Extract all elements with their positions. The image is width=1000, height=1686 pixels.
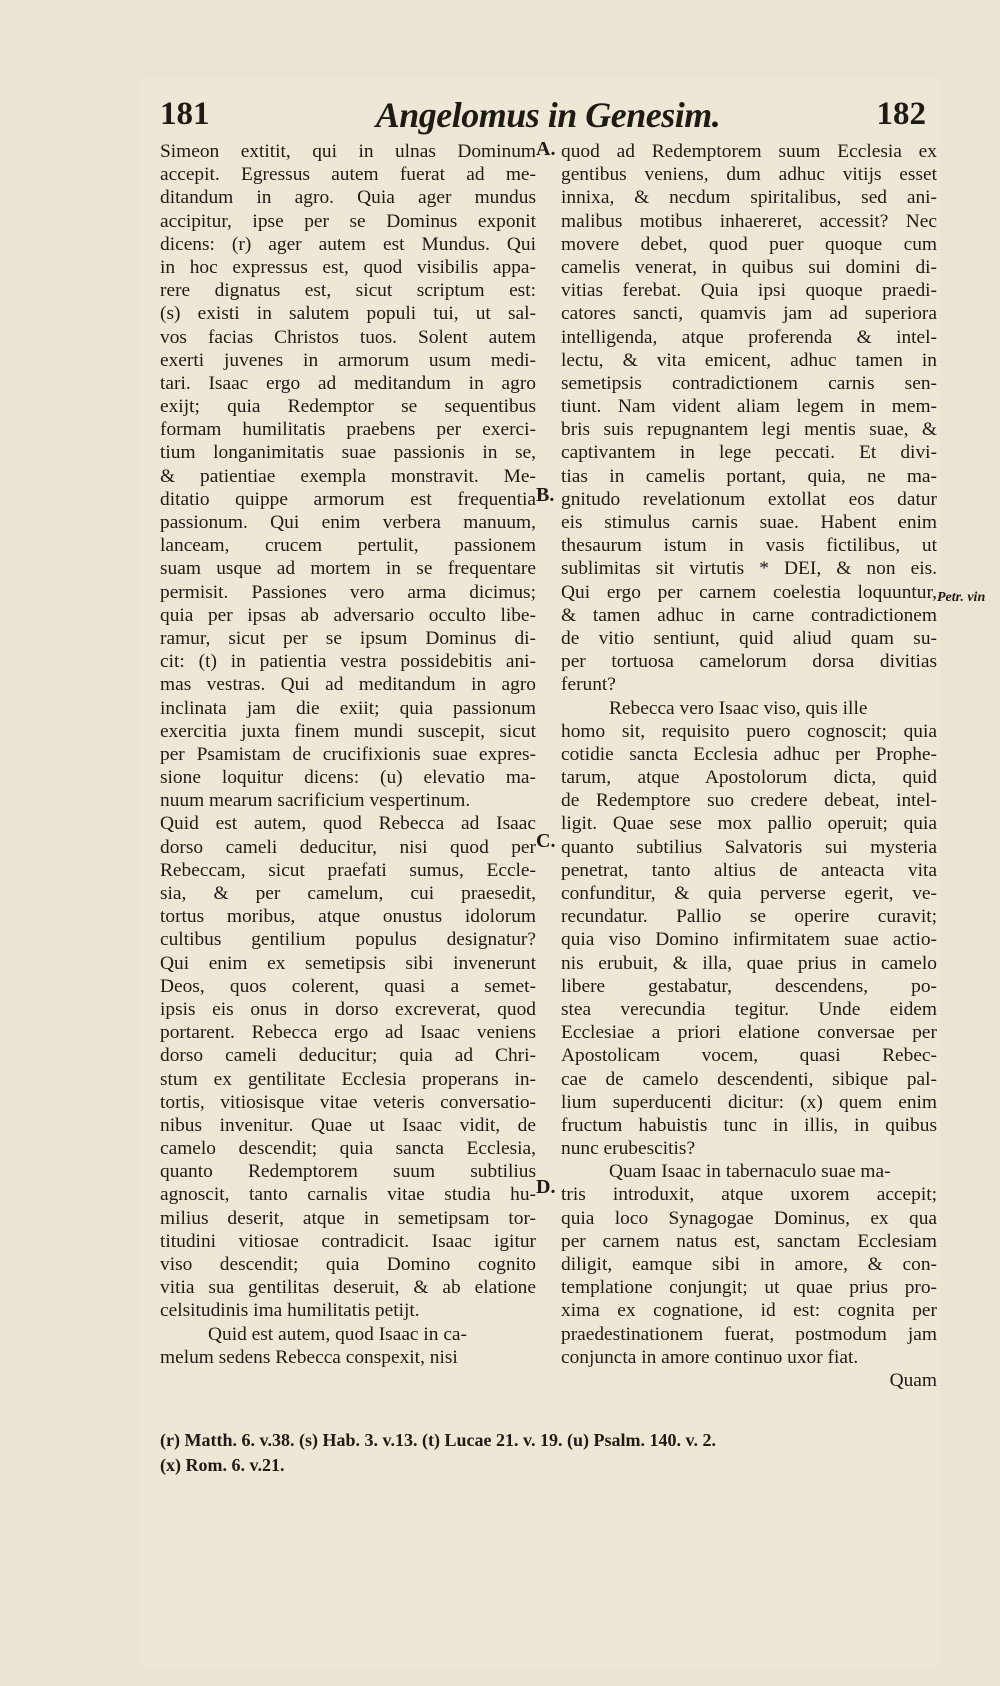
text-line: quia viso Domino infirmitatem suae actio-: [561, 929, 937, 951]
text-line: per Psamistam de crucifixionis suae expres-: [160, 743, 536, 765]
text-line: portarent. Rebecca ergo ad Isaac veniens: [160, 1022, 536, 1044]
text-line: suam usque ad mortem in se frequentare: [160, 558, 536, 580]
margin-note: [937, 590, 985, 606]
text-line: tium longanimitatis suae passionis in se,: [160, 442, 536, 464]
text-line: de vitio sentiunt, quid aliud quam su-: [561, 627, 937, 649]
text-line: milius deserit, atque in semetipsam tor-: [160, 1207, 536, 1229]
text-line: tiunt. Nam vident aliam legem in mem-: [561, 396, 937, 418]
text-line: Quid est autem, quod Isaac in ca-: [208, 1323, 467, 1345]
text-line: Apostolicam vocem, quasi Rebec-: [561, 1045, 937, 1067]
text-line: (s) existi in salutem populi tui, ut sal-: [160, 303, 536, 325]
text-line: conjuncta in amore continuo uxor fiat.: [561, 1346, 859, 1368]
text-line: accipitur, ipse per se Dominus exponit: [160, 210, 536, 232]
text-line: permisit. Passiones vero arma dicimus;: [160, 581, 536, 603]
text-line: accepit. Egressus autem fuerat ad me-: [160, 164, 536, 186]
text-line: sublimitas sit virtutis * DEI, & non eis.: [561, 558, 937, 580]
text-line: xima ex cognatione, id est: cognita per: [561, 1300, 937, 1322]
text-line: Quam Isaac in tabernaculo suae ma-: [609, 1161, 891, 1183]
text-line: viso descendit; quia Domino cognito: [160, 1254, 536, 1275]
text-line: catores sancti, quamvis jam ad superiora: [561, 303, 937, 325]
text-line: movere debet, quod puer quoque cum: [561, 233, 937, 255]
running-title: Angelomus in Genesim.: [375, 95, 721, 135]
text-line: quanto Redemptorem suum subtilius: [160, 1161, 536, 1183]
margin-note-abbrev: Petr.: [937, 590, 964, 605]
text-line: fructum habuistis tunc in illis, in quibus: [561, 1114, 937, 1136]
text-line: cae de camelo descendenti, sibique pal-: [561, 1068, 937, 1090]
text-line: nis erubuit, & illa, quae prius in camelo: [561, 952, 937, 974]
text-line: celsitudinis ima humilitatis petijt.: [160, 1300, 420, 1322]
text-line: ditandum in agro. Quia ager mundus: [160, 187, 536, 209]
text-line: de Redemptore suo credere debeat, intel-: [561, 790, 937, 812]
text-line: eis stimulus carnis suae. Habent enim: [561, 512, 937, 533]
text-line: diligit, eamque sibi in amore, & con-: [561, 1254, 937, 1275]
text-line: gentibus veniens, dum adhuc vitijs esset: [561, 164, 937, 186]
text-line: penetrat, tanto altius de anteacta vita: [561, 859, 937, 881]
text-line: Qui enim ex semetipsis sibi invenerunt: [160, 952, 536, 974]
text-line: homo sit, requisito puero cognoscit; quia: [561, 720, 937, 742]
text-line: tris introduxit, atque uxorem accepit;: [561, 1184, 937, 1206]
text-line: vos facias Christos tuos. Solent autem: [160, 326, 536, 348]
text-line: templatione conjungit; ut quae prius pro-: [561, 1277, 937, 1299]
footnote-line-1: (r) Matth. 6. v.38. (s) Hab. 3. v.13. (t) Lucae 21. v. 19. (u) Psalm. 140. v. 2.: [160, 1430, 716, 1450]
left-column: [160, 140, 536, 1369]
text-line: malibus motibus inhaereret, accessit? Nec: [561, 210, 937, 232]
text-line: bris suis repugnantem legi mentis suae, &: [561, 419, 937, 441]
text-line: sione loquitur dicens: (u) elevatio ma-: [160, 767, 536, 789]
text-line: sia, & per camelum, cui praesedit,: [160, 883, 536, 904]
text-line: nunc erubescitis?: [561, 1138, 696, 1160]
text-line: gnitudo revelationum extollat eos datur: [561, 488, 937, 510]
text-line: ditatio quippe armorum est frequentia: [160, 488, 536, 510]
text-line: cultibus gentilium populus designatur?: [160, 929, 536, 951]
margin-letter-c: C.: [536, 830, 556, 852]
text-line: vitias ferebat. Quia ipsi quoque praedi-: [561, 280, 937, 302]
text-line: semetipsis contradictionem carnis sen-: [561, 372, 937, 394]
text-line: & tamen adhuc in carne contradictionem: [561, 604, 937, 626]
text-line: Ecclesiae a priori elatione conversae per: [561, 1022, 937, 1044]
text-line: quia per ipsas ab adversario occulto libe-: [160, 604, 536, 626]
text-line: Quam: [889, 1369, 937, 1391]
text-line: nuum mearum sacrificium vespertinum.: [160, 790, 471, 812]
text-line: lium superducenti dicitur: (x) quem enim: [561, 1091, 937, 1113]
text-line: vitia sua gentilitas deseruit, & ab elatione: [160, 1277, 536, 1299]
text-line: tortis, vitiosisque vitae veteris conversatio-: [160, 1091, 536, 1113]
text-line: confunditur, & quia perverse egerit, ve-: [561, 883, 937, 904]
margin-letter-a: A.: [536, 138, 556, 160]
text-line: quod ad Redemptorem suum Ecclesia ex: [561, 141, 937, 162]
text-line: ferunt?: [561, 674, 616, 696]
text-line: cotidie sancta Ecclesia adhuc per Prophe-: [561, 743, 937, 765]
text-line: libere gestabatur, descendens, po-: [561, 975, 937, 997]
text-line: tarum, atque Apostolorum dicta, quid: [561, 767, 937, 789]
text-line: dicens: (r) ager autem est Mundus. Qui: [160, 233, 536, 255]
text-line: exercitia juxta finem mundi suscepit, sicut: [160, 720, 536, 742]
text-line: thesaurum istum in vasis fictilibus, ut: [561, 535, 937, 557]
text-line: ramur, sicut per se ipsum Dominus di-: [160, 627, 536, 649]
text-line: formam humilitatis praebens per exerci-: [160, 419, 536, 441]
text-line: nibus invenitur. Quae ut Isaac vidit, de: [160, 1114, 536, 1136]
text-line: ligit. Quae sese mox pallio operuit; quia: [561, 813, 937, 835]
text-line: mas vestras. Qui ad meditandum in agro: [160, 674, 536, 696]
margin-letter-d: D.: [536, 1176, 556, 1198]
text-line: per tortuosa camelorum dorsa divitias: [561, 651, 937, 673]
margin-letter-b: B.: [536, 484, 555, 506]
text-line: ipsis eis onus in dorso excreverat, quod: [160, 998, 536, 1020]
text-line: camelo descendit; quia sancta Ecclesia,: [160, 1138, 536, 1160]
text-line: intelligenda, atque proferenda & intel-: [561, 326, 937, 348]
right-column: [561, 140, 937, 1392]
text-line: quanto subtilius Salvatoris sui mysteria: [561, 836, 937, 858]
text-line: stum ex gentilitate Ecclesia properans in-: [160, 1068, 536, 1090]
text-line: Deos, quos colerent, quasi a semet-: [160, 975, 536, 997]
text-line: in hoc expressus est, quod visibilis appa-: [160, 256, 536, 278]
text-line: camelis venerat, in quibus sui domini di-: [561, 256, 937, 278]
text-line: titudini vitiosae contradicit. Isaac igitur: [160, 1230, 536, 1252]
running-header: [160, 96, 936, 140]
text-line: lectu, & vita emicent, adhuc tamen in: [561, 349, 937, 371]
text-line: tias in camelis portant, quia, ne ma-: [561, 465, 937, 487]
text-line: captivantem in lege peccati. Et divi-: [561, 442, 937, 464]
text-line: inclinata jam die exiit; quia passionum: [160, 697, 536, 719]
text-line: & patientiae exempla monstravit. Me-: [160, 465, 536, 487]
text-line: innixa, & necdum spiritalibus, sed ani-: [561, 187, 937, 209]
text-line: Qui ergo per carnem coelestia loquuntur,: [561, 581, 937, 603]
text-line: Rebeccam, sicut praefati sumus, Eccle-: [160, 859, 536, 881]
text-line: cit: (t) in patientia vestra possidebitis ani-: [160, 651, 536, 673]
text-line: passionum. Qui enim verbera manuum,: [160, 512, 536, 533]
text-line: agnoscit, tanto carnalis vitae studia hu-: [160, 1184, 536, 1206]
text-line: rere dignatus est, sicut scriptum est:: [160, 280, 536, 302]
text-line: exerti juvenes in armorum usum medi-: [160, 349, 536, 371]
text-line: tari. Isaac ergo ad meditandum in agro: [160, 372, 536, 394]
text-line: per carnem natus est, sanctam Ecclesiam: [561, 1230, 937, 1252]
text-line: quia loco Synagogae Dominus, ex qua: [561, 1207, 937, 1229]
text-line: tortus moribus, atque onustus idolorum: [160, 906, 536, 928]
text-line: Rebecca vero Isaac viso, quis ille: [609, 697, 868, 719]
margin-note-cut: vin: [967, 590, 986, 605]
text-line: Quid est autem, quod Rebecca ad Isaac: [160, 813, 536, 835]
left-page-number: 181: [160, 96, 210, 132]
text-line: lanceam, crucem pertulit, passionem: [160, 535, 536, 557]
text-line: praedestinationem fuerat, postmodum jam: [561, 1323, 937, 1345]
footnote-line-2: (x) Rom. 6. v.21.: [160, 1455, 285, 1475]
text-line: stea verecundia tegitur. Unde eidem: [561, 998, 937, 1020]
text-line: recundatur. Pallio se operire curavit;: [561, 906, 937, 928]
text-line: melum sedens Rebecca conspexit, nisi: [160, 1346, 458, 1368]
text-line: exijt; quia Redemptor se sequentibus: [160, 396, 536, 418]
text-line: Simeon extitit, qui in ulnas Dominum: [160, 141, 536, 162]
text-line: dorso cameli deducitur, nisi quod per: [160, 836, 536, 858]
right-page-number: 182: [876, 96, 926, 132]
text-line: dorso cameli deducitur; quia ad Chri-: [160, 1045, 536, 1067]
